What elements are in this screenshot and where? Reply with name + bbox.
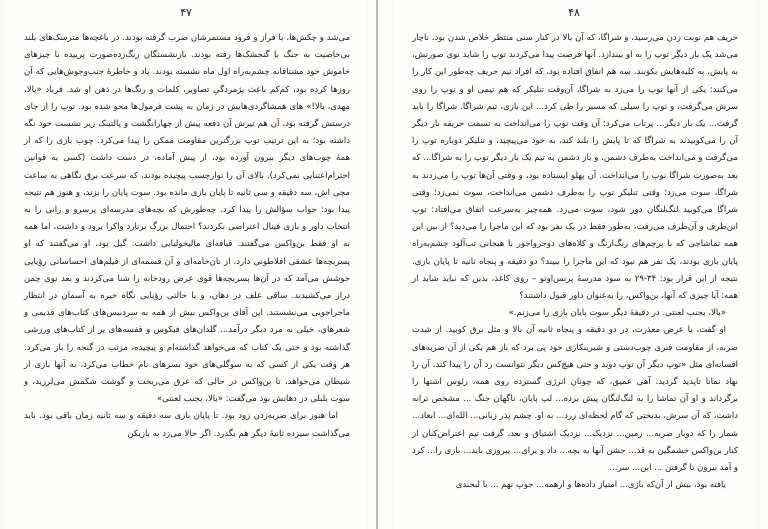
right-paragraph-2: «یالا، بجنب لعنتی. در دقیقهٔ دیگر سوت پایان بازی را می‌زنم.» (508, 308, 726, 319)
left-page-number: ۴۷ (180, 6, 192, 19)
book-gutter (376, 0, 378, 529)
left-page (6, 0, 366, 529)
left-paragraph-2: اما هنوز برای ضربه‌زدن زود بود. تا پایان بازی سه دقیقه و سه ثانیه زمان باقی بود. باید می‌گذاشت سیزده ثانیهٔ دیگر هم بگذرد. اگر حالا می‌زد به بازیکن (24, 411, 350, 439)
right-page-text (412, 30, 738, 523)
right-paragraph-4: یافته بود، بیش از آن‌که بازی... امتیاز داده‌ها و ازهمه... جوپ نهم ... با لبخندی (455, 480, 726, 491)
right-page (394, 0, 754, 529)
left-page-text (24, 30, 350, 523)
left-paragraph-1: می‌شد و چکش‌ها، با فراز و فرود مستمرشان ضرب گرفته بودند. در باغچه‌ها مترسک‌های بلند بی‌خاصیت به جنگ با گنجشک‌ها رفته بودند. بازنشستگان رنگ‌زده‌صورت پرپیده با چیزهای خاموش خود مشتاقانه چشم‌به‌راه اول ماه نشسته بودند. پاد و خاطرهٔ جنب‌وجوش‌هایی که آن روزها کرده بود، کم‌کم باعث پژمردگیِ تصاویر، کلمات و رنگ‌ها در ذهن او شد. فرباد «یالا، مهدی، یالا!» های همشاگردی‌هایش در زمان به پشت فرمول‌ها محو شده بود. توپ را از جای درستش گرفته بود، آن هم تیرش آن دفعه پیش از چهارانگشت و پالتینک زیر نشست خود نگه داشته بود؛ به این ترتیب توپ بزرگترین مقاومت ممکن را پیدا می‌کرد. چوب بازی را که از همهٔ چوب‌های دیگر بیرون آورده بود، از پیش آماده، در دست داشت (کسی به قوانین احترام‌اعتنایی نمی‌کرد). بالای آن را نوارچسب پیچیده بودند، که سرعت برق نگاهی به ساعت مچی اش، سه دقیقه و سی ثانیه تا پایان بازی مانده بود. سوت پایان را بزند، و هنوز هم نتیجه پیدا بود: جواب سؤالش را پیدا کرد. چه‌طورش که بچه‌های مدرسه‌ای پرسرو و رانی را به انتخاب داور و بازی فینال اعتراضی نکردند؟ احتمال بزرگ برنارد واکرا برود و داشت، اما همه به او فقط بن‌واکس می‌گفتند. قیافه‌ای مالیخولیایی داشت. گیل بود، او می‌گفتند که او پسربچه‌ها عشقی افلاطونی دارد. از نان‌خامه‌ای و آن قسمه‌ای از فیلم‌های احساساتی رؤیایی خوشش می‌آمد که در آن‌ها پسربچه‌ها قوی عرض رودخانه را شنا می‌کردند و بعد نوی چمن دراز می‌کشیدند. ساقی علف در دهان، و با حالتی رؤیایی نگاه خیره به آسمان در انتظار ماجراجویی می‌نشستند. این آقای بن‌واکس بیش از همه به سردبیس‌های کتاب‌های قدیمی و شعرهای، خیلی به مرد دیگر درآمد... گلدان‌های فیکوس و قفسه‌های پر از کتاب‌های ورزشی گذاشته بود و حتی یک کتاب که می‌خواهد گذاشته‌ام و پیچیده، مرتب در گنجه را باز می‌کرد. هر وقت یکی از کسی که به سوگلی‌های خود بسرهای نام خطاب می‌کرد، به آنها بازی از شیطان می‌خواهد، تا بن‌واکس در حالی که عرق می‌ریخت و گوشت شکمش می‌لرزید، و سوت بلبلی در دهانش بود می‌گفت: «یالا، بجنب لعنتی» (24, 33, 350, 405)
right-paragraph-3: او گفت، با عرض معذرت، در دو دقیقه و پنجاه ثانیه آن بالا و مثل برق کوبید. از شدت ضربه، از مقاومت فنری چوب‌دستی و شیرینکاری خود پی برد که باز هم یکی از آن ضربه‌های افسانه‌ای مثل «توپ دیگر آن توپ دوید و حتی هیچ‌کس دیگر نتوانست رد آن را پیدا کند. آن را نهاد نمانا تاپدید گردید. آهی عمیق، که چونان انرژی گسترده روی همه، رئوس اشتها را برگرداند و او آن تماشا را به لنگ‌لنگان پیش برده... لپ پایان، ناگهان جنگ ... مشخص ترانه داشت، که آن سرش، بدبختی که گام لحظه‌ای زرد... به او. چشم پدر زبانی... الله‌ای... ابعاد... شمار را که دوبار ضربه... زمین... نزدیک... نزدیک اشتیاق و بعد، گرفت تیم اعتراض‌کنان از کنار بن‌واکس خشمگین به قد... جشن آنها به بچه... داد و برای... پیروزی باید... بازی را... کرد و آمد بیرون تا گرفتن ... این... سر... (412, 325, 738, 474)
right-page-number: ۴۸ (568, 6, 580, 19)
right-paragraph-1: حریف هم نوبت زدن می‌رسید، و شراگا، که آن بالا در کنار سنی منتظر خلاص شدن بود، ناچار می‌شد یک بار دیگر توپ را به او بیندازد. آنها فرصت پیدا می‌کردند توپ را شاید نوی صورتش، به پایش، به کلیه‌هایش بکوبند. سه هم اتفاق افتاده بود، که افراد تیم حریف چه‌طور این کار را می‌کنند: یکی از آنها توپ را می‌زد به شراگا، آن‌وقت تنلیکر که هم تیمی او و نوپ را روی سرش می‌گرفت، و توپ را سیلی که مسیر را طی کرد... این بازی، تیم شراگا. شراگا را باید گرفت... یک بار دیگر... پرتاب می‌کرد؛ آن وقت توپ را می‌انداخت به تسمت حریفه بار دیگر آن را می‌کوبیدند به شراگا که تا پایش را بلند کند، به خود می‌پیچید، و تنلیکر دوباره توپ را می‌گرفت و می‌انداخت به‌طرف دشمن، و باز دشمن به تیم یک بار دیگر توپ را به شراگا... که بعد به‌صورت شراگا نوپ را می‌انداخت. آن پهلو ایستاده بود، و وقتی آن‌ها توپ را می‌زدند به شراگا، سوت می‌زد؛ وقتی تنلیکر توپ را به‌طرف دشمن می‌انداخت، سوت نمی‌زد؛ وقتی شراگا می‌کوبید لنگ‌لنگان دور شود، سوت می‌زد. همه‌چیز به‌سرعت اتفاق می‌افتاد: توپ این‌طرف و آن‌طرف می‌رفت، به‌طور فقط در یک نفر بود که این ماجرا را می‌دید؟ از بین این همه تماشاچی که با پرچم‌های رنگ‌ارنگ و کلاه‌های دوجرواجور با هیجانی تب‌آلود چشم‌به‌راه پایان بازی بودند، یک نفر هم نبود که این ماجرا را ببیند؟ دو دقیقه و پنجاه ثانیه تا پایان بازی. نتیجه از این قرار بود: ۳۴-۲۹ به سود مدرسهٔ پرنس‌اوتو – روی کاغذ، بدین که نباید شاید از همه: آیا چیزی که آنها، بن‌واکس، را به‌عنوان داور قبول داشتند؟ (412, 33, 738, 302)
